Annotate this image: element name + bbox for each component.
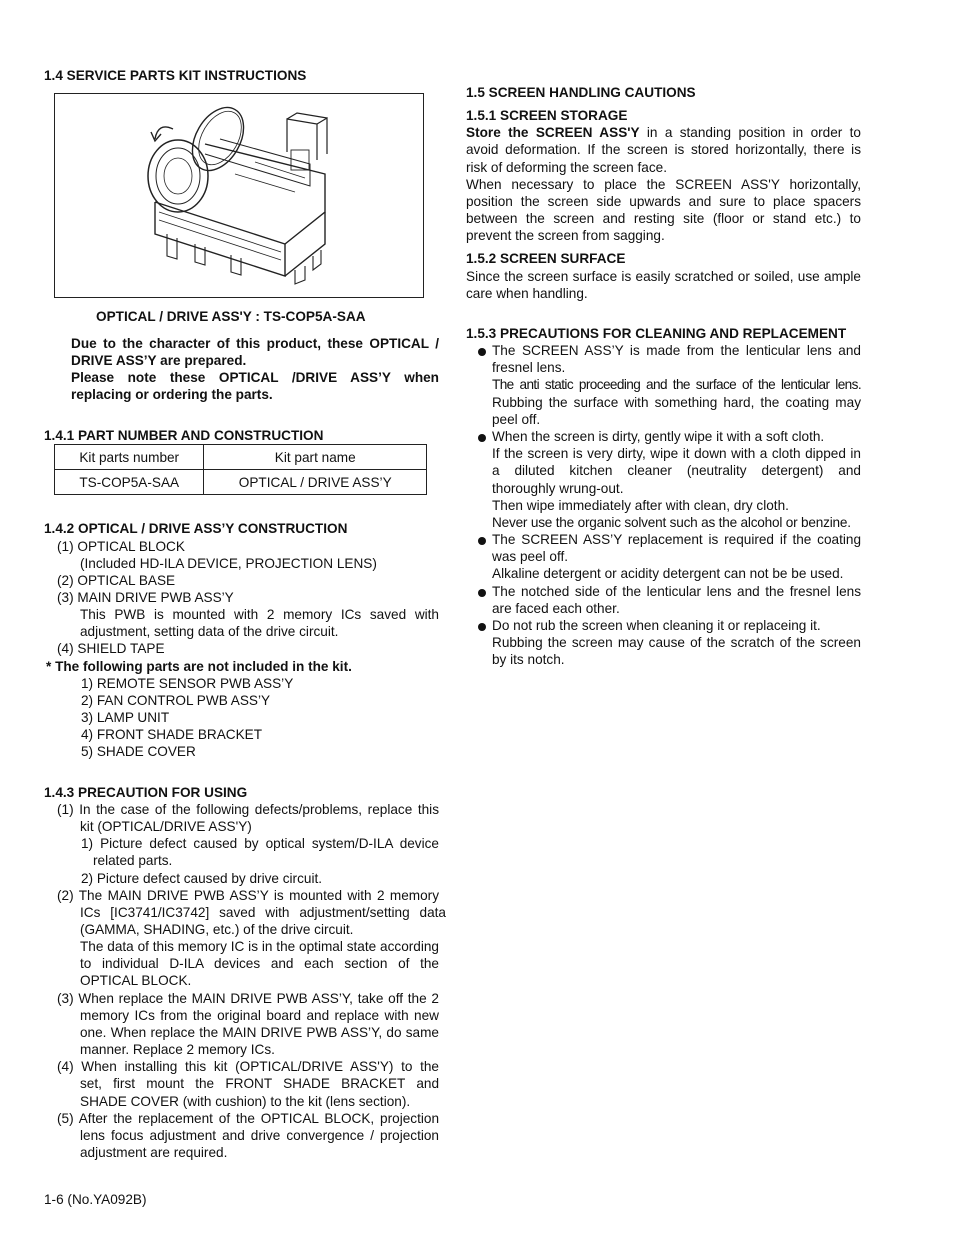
cleaning-line: was peel off. bbox=[492, 549, 569, 564]
optical-drive-illustration bbox=[55, 94, 423, 297]
precaution-line: ICs [IC3741/IC3742] saved with adjustment/setting data bbox=[80, 905, 446, 920]
not-included-item: 5) SHADE COVER bbox=[81, 744, 196, 759]
precaution-line: 1) Picture defect caused by optical system/D-ILA device bbox=[81, 836, 439, 851]
cleaning-line: fresnel lens. bbox=[492, 360, 566, 375]
precaution-line: to individual D-ILA devices and each section of the bbox=[80, 956, 439, 971]
precaution-line: memory ICs from the original board and replace with new bbox=[80, 1008, 439, 1023]
section-1-5-title: 1.5 SCREEN HANDLING CAUTIONS bbox=[466, 85, 696, 100]
bullet-icon bbox=[477, 431, 487, 441]
cleaning-line: Rubbing the surface with something hard, the coating may bbox=[492, 395, 861, 410]
not-included-item: 2) FAN CONTROL PWB ASS’Y bbox=[81, 693, 271, 708]
surface-line: care when handling. bbox=[466, 286, 588, 301]
construction-item: adjustment, setting data of the drive circuit. bbox=[80, 624, 339, 639]
bullet-icon bbox=[477, 345, 487, 355]
construction-item: (4) SHIELD TAPE bbox=[57, 641, 165, 656]
precaution-line: SHADE COVER (with cushion) to the kit (lens section). bbox=[80, 1094, 411, 1109]
not-included-item: 1) REMOTE SENSOR PWB ASS’Y bbox=[81, 676, 294, 691]
precaution-line: 2) Picture defect caused by drive circuit. bbox=[81, 871, 323, 886]
cleaning-line: Alkaline detergent or acidity detergent can not be be used. bbox=[492, 566, 844, 581]
storage-bold-text: Store the SCREEN ASS'Y bbox=[466, 125, 640, 140]
cleaning-line: a diluted kitchen cleaner (neutrality detergent) and bbox=[492, 463, 861, 478]
storage-first-line bbox=[466, 124, 861, 141]
figure-caption: OPTICAL / DRIVE ASS'Y : TS-COP5A-SAA bbox=[96, 309, 366, 324]
cleaning-line: are faced each other. bbox=[492, 601, 620, 616]
note-line: DRIVE ASS’Y are prepared. bbox=[71, 353, 247, 368]
kit-parts-table bbox=[54, 444, 427, 495]
cleaning-line: Never use the organic solvent such as the alcohol or benzine. bbox=[492, 515, 851, 530]
cleaning-line: When the screen is dirty, gently wipe it with a soft cloth. bbox=[492, 429, 825, 444]
cleaning-line: Rubbing the screen may cause of the scratch of the screen bbox=[492, 635, 861, 650]
cleaning-line: peel off. bbox=[492, 412, 541, 427]
cleaning-line: The SCREEN ASS’Y is made from the lenticular lens and bbox=[492, 343, 861, 358]
not-included-note: * The following parts are not included in the kit. bbox=[46, 659, 352, 674]
cleaning-line: The anti static proceeding and the surface of the lenticular lens. bbox=[492, 377, 861, 392]
precaution-line: (3) When replace the MAIN DRIVE PWB ASS’Y, take off the 2 bbox=[57, 991, 439, 1006]
section-1-4-1-title: 1.4.1 PART NUMBER AND CONSTRUCTION bbox=[44, 428, 324, 443]
precaution-line: one. When replace the MAIN DRIVE PWB ASS’Y, do same bbox=[80, 1025, 439, 1040]
cleaning-line: by its notch. bbox=[492, 652, 565, 667]
storage-text: in a standing position in order to bbox=[639, 125, 861, 140]
section-1-5-2-title: 1.5.2 SCREEN SURFACE bbox=[466, 251, 626, 266]
bullet-icon bbox=[477, 534, 487, 544]
precaution-line: (2) The MAIN DRIVE PWB ASS’Y is mounted with 2 memory bbox=[57, 888, 439, 903]
section-1-4-title: 1.4 SERVICE PARTS KIT INSTRUCTIONS bbox=[44, 68, 307, 83]
precaution-line: kit (OPTICAL/DRIVE ASS'Y) bbox=[80, 819, 252, 834]
note-line: Due to the character of this product, these OPTICAL / bbox=[71, 336, 439, 351]
precaution-line: (4) When installing this kit (OPTICAL/DRIVE ASS'Y) to the bbox=[57, 1059, 439, 1074]
construction-item: (3) MAIN DRIVE PWB ASS’Y bbox=[57, 590, 234, 605]
construction-item: (2) OPTICAL BASE bbox=[57, 573, 176, 588]
section-1-4-3-title: 1.4.3 PRECAUTION FOR USING bbox=[44, 785, 248, 800]
section-1-5-1-title: 1.5.1 SCREEN STORAGE bbox=[466, 108, 628, 123]
bullet-icon bbox=[477, 586, 487, 596]
note-line: replacing or ordering the parts. bbox=[71, 387, 273, 402]
not-included-item: 4) FRONT SHADE BRACKET bbox=[81, 727, 263, 742]
storage-line: between the screen and resting site (floor or stand etc.) to bbox=[466, 211, 861, 226]
construction-item: (Included HD-ILA DEVICE, PROJECTION LENS) bbox=[80, 556, 377, 571]
bullet-icon bbox=[477, 620, 487, 630]
precaution-line: adjustment are required. bbox=[80, 1145, 228, 1160]
storage-line: prevent the screen from sagging. bbox=[466, 228, 665, 243]
table-cell: OPTICAL / DRIVE ASS’Y bbox=[204, 470, 427, 495]
cleaning-line: thoroughly wrung-out. bbox=[492, 481, 624, 496]
precaution-line: manner. Replace 2 memory ICs. bbox=[80, 1042, 275, 1057]
table-header-cell: Kit parts number bbox=[55, 445, 204, 470]
cleaning-line: Do not rub the screen when cleaning it or replaceing it. bbox=[492, 618, 821, 633]
section-1-4-2-title: 1.4.2 OPTICAL / DRIVE ASS’Y CONSTRUCTION bbox=[44, 521, 348, 536]
precaution-line: (GAMMA, SHADING, etc.) of the drive circuit. bbox=[80, 922, 354, 937]
cleaning-line: The SCREEN ASS’Y replacement is required if the coating bbox=[492, 532, 861, 547]
not-included-item: 3) LAMP UNIT bbox=[81, 710, 170, 725]
precaution-line: related parts. bbox=[93, 853, 173, 868]
note-line: Please note these OPTICAL /DRIVE ASS’Y when bbox=[71, 370, 439, 385]
section-1-5-3-title: 1.5.3 PRECAUTIONS FOR CLEANING AND REPLACEMENT bbox=[466, 326, 847, 341]
construction-item: This PWB is mounted with 2 memory ICs saved with bbox=[80, 607, 439, 622]
storage-line: position the screen side upwards and sure to place spacers bbox=[466, 194, 861, 209]
precaution-line: (5) After the replacement of the OPTICAL BLOCK, projection bbox=[57, 1111, 439, 1126]
construction-item: (1) OPTICAL BLOCK bbox=[57, 539, 185, 554]
cleaning-line: Then wipe immediately after with clean, dry cloth. bbox=[492, 498, 789, 513]
table-row bbox=[55, 470, 427, 495]
precaution-line: The data of this memory IC is in the optimal state according bbox=[80, 939, 439, 954]
table-header-row bbox=[55, 445, 427, 470]
precaution-line: OPTICAL BLOCK. bbox=[80, 973, 192, 988]
cleaning-line: If the screen is very dirty, wipe it down with a cloth dipped in bbox=[492, 446, 861, 461]
precaution-line: (1) In the case of the following defects/problems, replace this bbox=[57, 802, 439, 817]
table-cell: TS-COP5A-SAA bbox=[55, 470, 204, 495]
page-footer: 1-6 (No.YA092B) bbox=[44, 1192, 147, 1207]
optical-drive-figure bbox=[54, 93, 424, 298]
storage-line: risk of deforming the screen face. bbox=[466, 160, 667, 175]
storage-line: avoid deformation. If the screen is stored horizontally, there is bbox=[466, 142, 861, 157]
cleaning-line: The notched side of the lenticular lens and the fresnel lens bbox=[492, 584, 861, 599]
table-header-cell: Kit part name bbox=[204, 445, 427, 470]
precaution-line: set, first mount the FRONT SHADE BRACKET and bbox=[80, 1076, 439, 1091]
storage-line: When necessary to place the SCREEN ASS'Y horizontally, bbox=[466, 177, 861, 192]
surface-line: Since the screen surface is easily scratched or soiled, use ample bbox=[466, 269, 861, 284]
precaution-line: lens focus adjustment and drive convergence / projection bbox=[80, 1128, 439, 1143]
